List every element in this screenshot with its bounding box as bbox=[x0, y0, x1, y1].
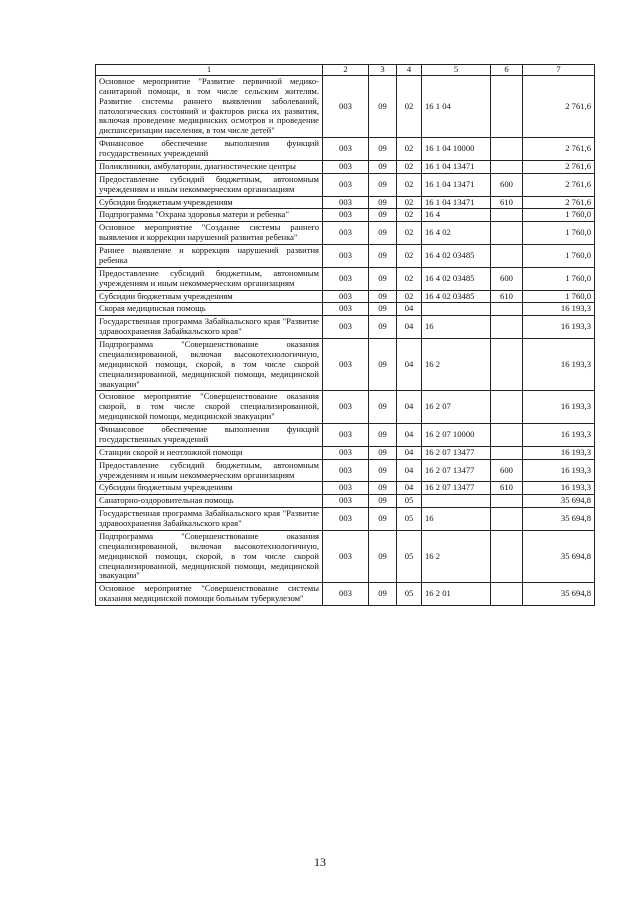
amount-cell: 35 694,8 bbox=[523, 508, 595, 531]
column-header: 3 bbox=[369, 65, 397, 76]
amount-cell: 1 760,0 bbox=[523, 209, 595, 222]
amount-cell: 16 193,3 bbox=[523, 303, 595, 316]
row-name-cell: Раннее выявление и коррекция нарушений развития ребенка bbox=[96, 245, 323, 268]
subsection-cell: 04 bbox=[397, 424, 422, 447]
expense-type-cell bbox=[491, 495, 523, 508]
subsection-cell: 04 bbox=[397, 303, 422, 316]
amount-cell: 1 760,0 bbox=[523, 267, 595, 290]
table-row bbox=[96, 222, 595, 245]
target-article-cell: 16 4 02 03485 bbox=[422, 245, 491, 268]
subsection-cell: 04 bbox=[397, 446, 422, 459]
admin-code-cell: 003 bbox=[323, 138, 369, 161]
admin-code-cell: 003 bbox=[323, 583, 369, 606]
subsection-cell: 05 bbox=[397, 495, 422, 508]
expense-type-cell bbox=[491, 508, 523, 531]
page-number: 13 bbox=[314, 855, 326, 869]
expense-type-cell bbox=[491, 222, 523, 245]
expense-type-cell: 600 bbox=[491, 267, 523, 290]
section-cell: 09 bbox=[369, 196, 397, 209]
row-name-cell: Субсидии бюджетным учреждениям bbox=[96, 290, 323, 303]
row-name-cell: Основное мероприятие "Развитие первичной медико-санитарной помощи, в том числе сельским жителям. Развитие системы раннего выявления заболеваний, патологических состояний и факторов риска их развития, включая проведение медицинских осмотров и проведение диспансеризации населения, в том числе детей" bbox=[96, 75, 323, 137]
amount-cell: 2 761,6 bbox=[523, 75, 595, 137]
section-cell: 09 bbox=[369, 339, 397, 391]
admin-code-cell: 003 bbox=[323, 459, 369, 482]
amount-cell: 16 193,3 bbox=[523, 316, 595, 339]
column-header: 2 bbox=[323, 65, 369, 76]
target-article-cell bbox=[422, 495, 491, 508]
admin-code-cell: 003 bbox=[323, 303, 369, 316]
expense-type-cell bbox=[491, 391, 523, 424]
row-name-cell: Подпрограмма "Совершенствование оказания специализированной, включая высокотехнологичную, медицинской помощи, скорой, в том числе скорой специализированной, медицинской помощи, медицинской эвакуации" bbox=[96, 339, 323, 391]
budget-table bbox=[95, 64, 595, 606]
admin-code-cell: 003 bbox=[323, 446, 369, 459]
expense-type-cell bbox=[491, 245, 523, 268]
amount-cell: 2 761,6 bbox=[523, 196, 595, 209]
admin-code-cell: 003 bbox=[323, 339, 369, 391]
subsection-cell: 02 bbox=[397, 173, 422, 196]
subsection-cell: 02 bbox=[397, 209, 422, 222]
table-row bbox=[96, 459, 595, 482]
target-article-cell: 16 4 02 03485 bbox=[422, 290, 491, 303]
row-name-cell: Предоставление субсидий бюджетным, автономным учреждениям и иным некоммерческим организациям bbox=[96, 267, 323, 290]
expense-type-cell bbox=[491, 583, 523, 606]
row-name-cell: Финансовое обеспечение выполнения функций государственных учреждений bbox=[96, 138, 323, 161]
row-name-cell: Государственная программа Забайкальского края "Развитие здравоохранения Забайкальского края" bbox=[96, 316, 323, 339]
row-name-cell: Основное мероприятие "Совершенствование системы оказания медицинской помощи больным туберкулезом" bbox=[96, 583, 323, 606]
target-article-cell: 16 2 bbox=[422, 530, 491, 582]
subsection-cell: 02 bbox=[397, 138, 422, 161]
row-name-cell: Основное мероприятие "Совершенствование оказания скорой, в том числе скорой специализированной, медицинской помощи, медицинской эвакуации" bbox=[96, 391, 323, 424]
amount-cell: 16 193,3 bbox=[523, 482, 595, 495]
expense-type-cell bbox=[491, 446, 523, 459]
expense-type-cell bbox=[491, 138, 523, 161]
admin-code-cell: 003 bbox=[323, 267, 369, 290]
amount-cell: 35 694,8 bbox=[523, 583, 595, 606]
row-name-cell: Подпрограмма "Охрана здоровья матери и ребенка" bbox=[96, 209, 323, 222]
amount-cell: 1 760,0 bbox=[523, 222, 595, 245]
table-row bbox=[96, 424, 595, 447]
amount-cell: 16 193,3 bbox=[523, 446, 595, 459]
amount-cell: 35 694,8 bbox=[523, 530, 595, 582]
admin-code-cell: 003 bbox=[323, 495, 369, 508]
expense-type-cell: 600 bbox=[491, 173, 523, 196]
subsection-cell: 02 bbox=[397, 160, 422, 173]
section-cell: 09 bbox=[369, 495, 397, 508]
expense-type-cell bbox=[491, 316, 523, 339]
table-row bbox=[96, 583, 595, 606]
expense-type-cell bbox=[491, 339, 523, 391]
target-article-cell: 16 2 07 13477 bbox=[422, 459, 491, 482]
table-row bbox=[96, 316, 595, 339]
admin-code-cell: 003 bbox=[323, 160, 369, 173]
column-header: 4 bbox=[397, 65, 422, 76]
section-cell: 09 bbox=[369, 508, 397, 531]
expense-type-cell bbox=[491, 530, 523, 582]
table-row bbox=[96, 495, 595, 508]
target-article-cell: 16 1 04 13471 bbox=[422, 173, 491, 196]
target-article-cell: 16 bbox=[422, 316, 491, 339]
table-row bbox=[96, 303, 595, 316]
admin-code-cell: 003 bbox=[323, 245, 369, 268]
subsection-cell: 05 bbox=[397, 583, 422, 606]
column-header: 7 bbox=[523, 65, 595, 76]
row-name-cell: Предоставление субсидий бюджетным, автономным учреждениям и иным некоммерческим организациям bbox=[96, 173, 323, 196]
table-row bbox=[96, 482, 595, 495]
target-article-cell: 16 1 04 13471 bbox=[422, 196, 491, 209]
amount-cell: 2 761,6 bbox=[523, 160, 595, 173]
admin-code-cell: 003 bbox=[323, 316, 369, 339]
section-cell: 09 bbox=[369, 160, 397, 173]
subsection-cell: 05 bbox=[397, 530, 422, 582]
expense-type-cell bbox=[491, 303, 523, 316]
amount-cell: 35 694,8 bbox=[523, 495, 595, 508]
expense-type-cell bbox=[491, 424, 523, 447]
section-cell: 09 bbox=[369, 222, 397, 245]
row-name-cell: Скорая медицинская помощь bbox=[96, 303, 323, 316]
row-name-cell: Основное мероприятие "Создание системы раннего выявления и коррекции нарушений развития ребенка" bbox=[96, 222, 323, 245]
amount-cell: 1 760,0 bbox=[523, 290, 595, 303]
subsection-cell: 04 bbox=[397, 339, 422, 391]
target-article-cell: 16 4 bbox=[422, 209, 491, 222]
row-name-cell: Поликлиники, амбулатории, диагностические центры bbox=[96, 160, 323, 173]
budget-table-sheet bbox=[95, 64, 594, 606]
target-article-cell: 16 2 bbox=[422, 339, 491, 391]
column-header: 5 bbox=[422, 65, 491, 76]
target-article-cell: 16 1 04 bbox=[422, 75, 491, 137]
admin-code-cell: 003 bbox=[323, 173, 369, 196]
table-row bbox=[96, 138, 595, 161]
expense-type-cell bbox=[491, 75, 523, 137]
subsection-cell: 05 bbox=[397, 508, 422, 531]
section-cell: 09 bbox=[369, 482, 397, 495]
section-cell: 09 bbox=[369, 209, 397, 222]
expense-type-cell: 610 bbox=[491, 482, 523, 495]
row-name-cell: Субсидии бюджетным учреждениям bbox=[96, 482, 323, 495]
admin-code-cell: 003 bbox=[323, 391, 369, 424]
target-article-cell: 16 bbox=[422, 508, 491, 531]
expense-type-cell: 610 bbox=[491, 290, 523, 303]
table-row bbox=[96, 75, 595, 137]
subsection-cell: 02 bbox=[397, 196, 422, 209]
target-article-cell: 16 4 02 03485 bbox=[422, 267, 491, 290]
amount-cell: 16 193,3 bbox=[523, 459, 595, 482]
target-article-cell: 16 1 04 13471 bbox=[422, 160, 491, 173]
row-name-cell: Субсидии бюджетным учреждениям bbox=[96, 196, 323, 209]
table-row bbox=[96, 530, 595, 582]
subsection-cell: 04 bbox=[397, 482, 422, 495]
table-row bbox=[96, 391, 595, 424]
subsection-cell: 02 bbox=[397, 290, 422, 303]
section-cell: 09 bbox=[369, 303, 397, 316]
row-name-cell: Санаторно-оздоровительная помощь bbox=[96, 495, 323, 508]
expense-type-cell: 600 bbox=[491, 459, 523, 482]
expense-type-cell bbox=[491, 160, 523, 173]
table-row bbox=[96, 446, 595, 459]
subsection-cell: 04 bbox=[397, 391, 422, 424]
section-cell: 09 bbox=[369, 75, 397, 137]
section-cell: 09 bbox=[369, 391, 397, 424]
table-row bbox=[96, 245, 595, 268]
target-article-cell: 16 4 02 bbox=[422, 222, 491, 245]
section-cell: 09 bbox=[369, 316, 397, 339]
expense-type-cell: 610 bbox=[491, 196, 523, 209]
column-header: 6 bbox=[491, 65, 523, 76]
table-row bbox=[96, 290, 595, 303]
admin-code-cell: 003 bbox=[323, 530, 369, 582]
admin-code-cell: 003 bbox=[323, 290, 369, 303]
amount-cell: 16 193,3 bbox=[523, 424, 595, 447]
section-cell: 09 bbox=[369, 446, 397, 459]
admin-code-cell: 003 bbox=[323, 424, 369, 447]
column-header: 1 bbox=[96, 65, 323, 76]
target-article-cell: 16 2 01 bbox=[422, 583, 491, 606]
section-cell: 09 bbox=[369, 290, 397, 303]
admin-code-cell: 003 bbox=[323, 209, 369, 222]
admin-code-cell: 003 bbox=[323, 75, 369, 137]
section-cell: 09 bbox=[369, 267, 397, 290]
table-row bbox=[96, 209, 595, 222]
target-article-cell: 16 2 07 bbox=[422, 391, 491, 424]
section-cell: 09 bbox=[369, 424, 397, 447]
expense-type-cell bbox=[491, 209, 523, 222]
target-article-cell: 16 2 07 13477 bbox=[422, 446, 491, 459]
amount-cell: 2 761,6 bbox=[523, 173, 595, 196]
table-header-row bbox=[96, 65, 595, 76]
admin-code-cell: 003 bbox=[323, 482, 369, 495]
table-row bbox=[96, 267, 595, 290]
section-cell: 09 bbox=[369, 530, 397, 582]
table-row bbox=[96, 508, 595, 531]
subsection-cell: 02 bbox=[397, 245, 422, 268]
amount-cell: 1 760,0 bbox=[523, 245, 595, 268]
table-row bbox=[96, 339, 595, 391]
section-cell: 09 bbox=[369, 245, 397, 268]
target-article-cell: 16 2 07 13477 bbox=[422, 482, 491, 495]
row-name-cell: Предоставление субсидий бюджетным, автономным учреждениям и иным некоммерческим организациям bbox=[96, 459, 323, 482]
subsection-cell: 04 bbox=[397, 459, 422, 482]
admin-code-cell: 003 bbox=[323, 196, 369, 209]
amount-cell: 16 193,3 bbox=[523, 391, 595, 424]
amount-cell: 2 761,6 bbox=[523, 138, 595, 161]
target-article-cell: 16 2 07 10000 bbox=[422, 424, 491, 447]
subsection-cell: 02 bbox=[397, 267, 422, 290]
subsection-cell: 02 bbox=[397, 75, 422, 137]
row-name-cell: Государственная программа Забайкальского края "Развитие здравоохранения Забайкальского края" bbox=[96, 508, 323, 531]
section-cell: 09 bbox=[369, 138, 397, 161]
amount-cell: 16 193,3 bbox=[523, 339, 595, 391]
section-cell: 09 bbox=[369, 583, 397, 606]
row-name-cell: Финансовое обеспечение выполнения функций государственных учреждений bbox=[96, 424, 323, 447]
section-cell: 09 bbox=[369, 459, 397, 482]
target-article-cell: 16 1 04 10000 bbox=[422, 138, 491, 161]
admin-code-cell: 003 bbox=[323, 508, 369, 531]
subsection-cell: 04 bbox=[397, 316, 422, 339]
table-row bbox=[96, 196, 595, 209]
table-row bbox=[96, 173, 595, 196]
table-row bbox=[96, 160, 595, 173]
row-name-cell: Подпрограмма "Совершенствование оказания специализированной, включая высокотехнологичную, медицинской помощи, скорой, в том числе скорой специализированной, медицинской помощи, медицинской эвакуации" bbox=[96, 530, 323, 582]
row-name-cell: Станции скорой и неотложной помощи bbox=[96, 446, 323, 459]
section-cell: 09 bbox=[369, 173, 397, 196]
target-article-cell bbox=[422, 303, 491, 316]
subsection-cell: 02 bbox=[397, 222, 422, 245]
admin-code-cell: 003 bbox=[323, 222, 369, 245]
